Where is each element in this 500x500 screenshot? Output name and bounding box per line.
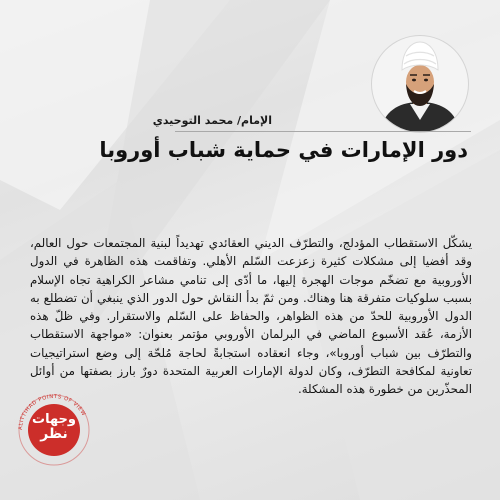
wijhat-nazar-logo bbox=[18, 394, 90, 466]
logo-line-1: وجهات bbox=[32, 412, 76, 427]
article-title: دور الإمارات في حماية شباب أوروبا bbox=[99, 138, 468, 162]
logo-ring-text: ALITTIHAD POINTS OF VIEW bbox=[18, 394, 87, 431]
logo-line-2: نظر bbox=[40, 426, 68, 442]
header-divider bbox=[175, 131, 471, 132]
author-avatar bbox=[372, 36, 468, 132]
author-name: الإمام/ محمد التوحيدي bbox=[152, 114, 272, 127]
article-body: يشكّل الاستقطاب المؤدلج، والتطرّف الديني العقائدي تهديداً لبنية المجتمعات حول العالم، وقد أفضيا إلى مشكلات كثيرة زعزعت السّلم الأهلي. وتفاقمت هذه الظاهرة في الدول الأوروبية مع تضخّم موجات الهجرة إليها، ما أدّى إلى تنامي مشاعر الكراهية تجاه الإسلام بسبب سلوكيات متفرقة هنا وهناك. ومن ثمّ بدأ النقاش حول الدور الذي ينبغي أن تضطلع به الدول الأوروبية للحدّ من هذه الظواهر، والحفاظ على السّلم والاستقرار. وفي ظلّ هذه الأزمة، عُقد الأسبوع الماضي في البرلمان الأوروبي مؤتمر بعنوان: «مواجهة الاستقطاب والتطرّف بين شباب أوروبا»، وجاء انعقاده استجابةً لحاجة مُلحّة إلى وضع استراتيجيات تعاونية لمكافحة التطرّف، وكان لدولة الإمارات العربية المتحدة دورٌ بارز بصفتها من أوائل المحذّرين من خطورة هذه المشكلة. bbox=[30, 236, 472, 397]
